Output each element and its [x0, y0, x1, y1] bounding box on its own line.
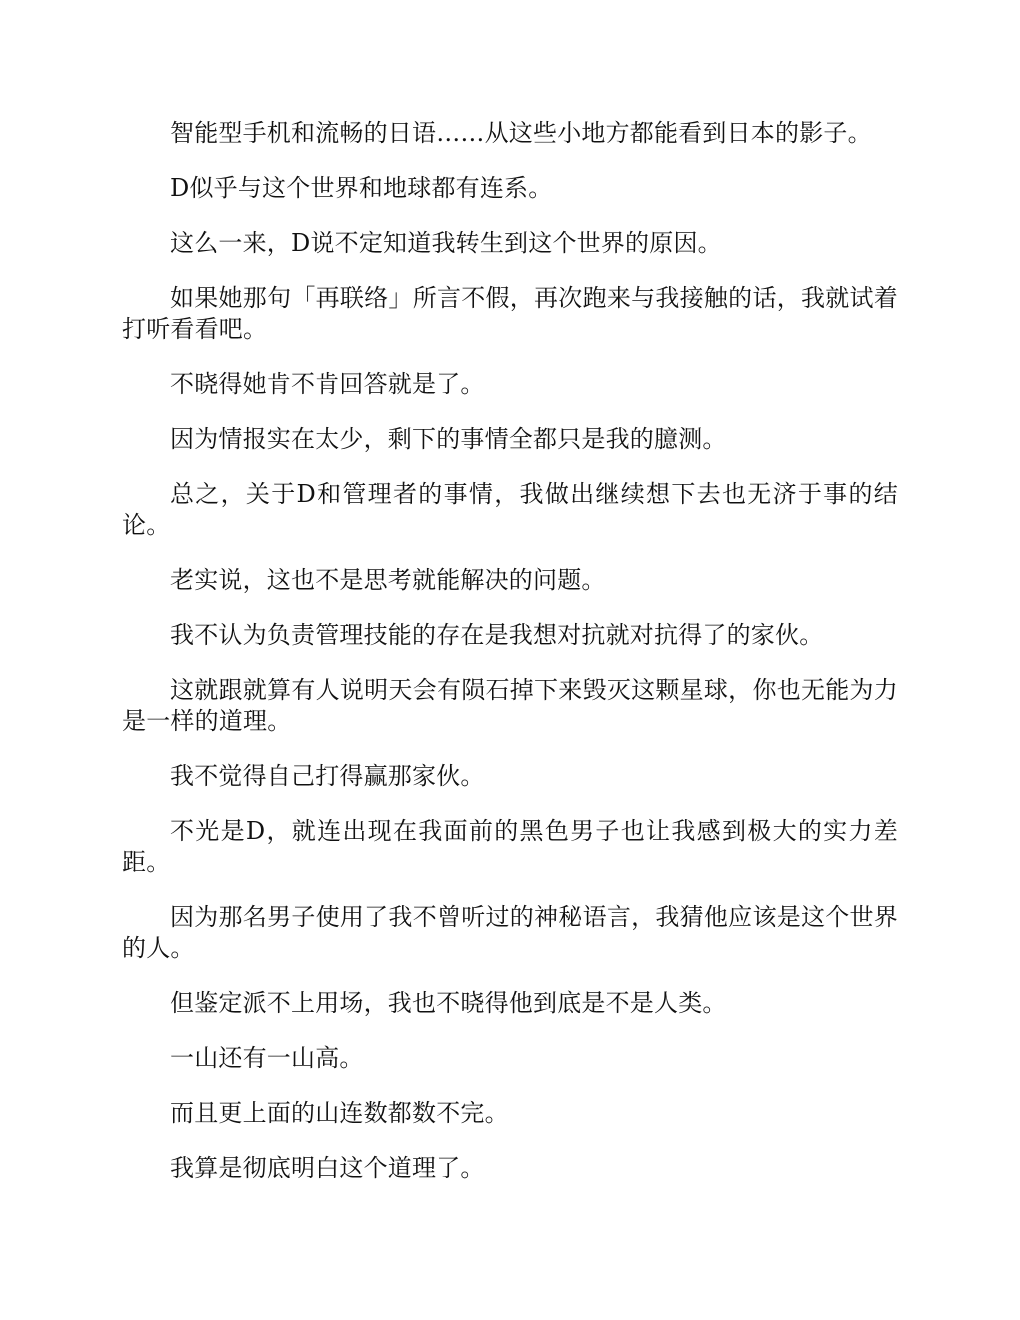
paragraph-5: 不晓得她肯不肯回答就是了。 — [170, 370, 485, 398]
paragraph-16: 而且更上面的山连数都数不完。 — [170, 1099, 509, 1127]
paragraph-1: 智能型手机和流畅的日语……从这些小地方都能看到日本的影子。 — [170, 119, 872, 147]
paragraph-12: 不光是D，就连出现在我面前的黑色男子也让我感到极大的实力差距。 — [122, 817, 898, 876]
document-page — [122, 118, 898, 1208]
paragraph-6: 因为情报实在太少，剩下的事情全都只是我的臆测。 — [170, 425, 727, 453]
paragraph-10: 这就跟就算有人说明天会有陨石掉下来毁灭这颗星球，你也无能为力是一样的道理。 — [122, 676, 898, 735]
paragraph-8: 老实说，这也不是思考就能解决的问题。 — [170, 566, 606, 594]
paragraph-14: 但鉴定派不上用场，我也不晓得他到底是不是人类。 — [170, 989, 727, 1017]
paragraph-4: 如果她那句「再联络」所言不假，再次跑来与我接触的话，我就试着打听看看吧。 — [122, 284, 898, 343]
paragraph-17: 我算是彻底明白这个道理了。 — [170, 1154, 485, 1182]
paragraph-3: 这么一来，D说不定知道我转生到这个世界的原因。 — [170, 229, 722, 257]
paragraph-9: 我不认为负责管理技能的存在是我想对抗就对抗得了的家伙。 — [170, 621, 824, 649]
paragraph-15: 一山还有一山高。 — [170, 1044, 364, 1072]
paragraph-11: 我不觉得自己打得赢那家伙。 — [170, 762, 485, 790]
paragraph-13: 因为那名男子使用了我不曾听过的神秘语言，我猜他应该是这个世界的人。 — [122, 903, 898, 962]
paragraph-7: 总之，关于D和管理者的事情，我做出继续想下去也无济于事的结论。 — [122, 480, 898, 539]
paragraph-2: D似乎与这个世界和地球都有连系。 — [170, 174, 553, 202]
